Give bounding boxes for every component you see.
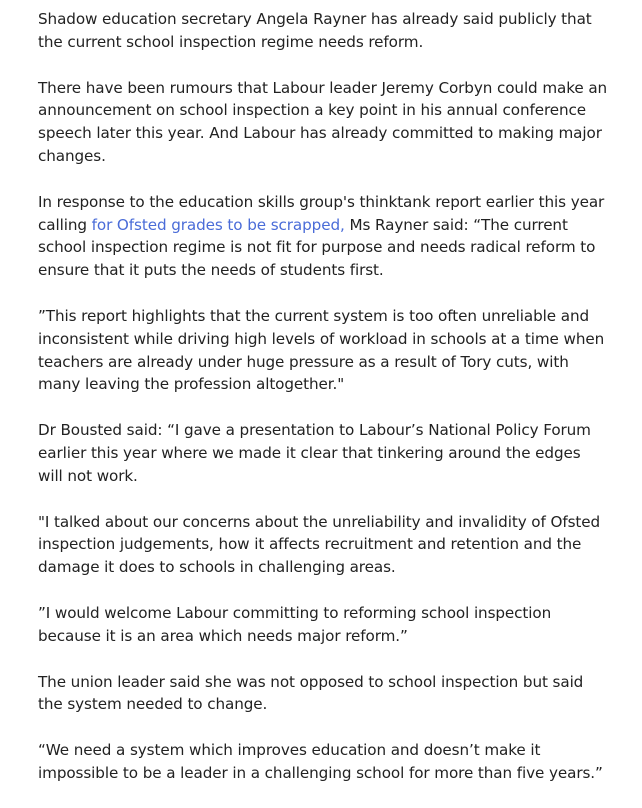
paragraph-3 bbox=[38, 191, 608, 282]
paragraph-3-text-before: In response to the education skills group's thinktank report earlier this year calling bbox=[38, 192, 605, 234]
paragraph-8: The union leader said she was not opposed to school inspection but said the system needed to change. bbox=[38, 672, 584, 714]
ofsted-grades-link[interactable]: for Ofsted grades to be scrapped, bbox=[91, 215, 345, 234]
paragraph-4: ”This report highlights that the current system is too often unreliable and inconsistent while driving high levels of workload in schools at a time when teachers are already under huge pressure as a result of Tory cuts, with many leaving the profession altogether." bbox=[38, 306, 605, 394]
paragraph-2: There have been rumours that Labour leader Jeremy Corbyn could make an announcement on school inspection a key point in his annual conference speech later this year. And Labour has already committed to making major changes. bbox=[38, 78, 608, 165]
paragraph-9: “We need a system which improves education and doesn’t make it impossible to be a leader in a challenging school for more than five years.” bbox=[38, 741, 603, 782]
paragraph-6: "I talked about our concerns about the unreliability and invalidity of Ofsted inspection judgements, how it affects recruitment and retention and the damage it does to schools in challenging areas. bbox=[38, 512, 601, 577]
paragraph-1: Shadow education secretary Angela Rayner has already said publicly that the current school inspection regime needs reform. bbox=[38, 10, 592, 51]
paragraph-7: ”I would welcome Labour committing to reforming school inspection because it is an area which needs major reform.” bbox=[38, 603, 552, 645]
paragraph-3-text-after: Ms Rayner said: “The current school inspection regime is not fit for purpose and needs radical reform to ensure that it puts the needs of students first. bbox=[38, 215, 596, 280]
paragraph-5: Dr Bousted said: “I gave a presentation to Labour’s National Policy Forum earlier this year where we made it clear that tinkering around the edges will not work. bbox=[38, 421, 591, 485]
article-body bbox=[38, 8, 608, 808]
